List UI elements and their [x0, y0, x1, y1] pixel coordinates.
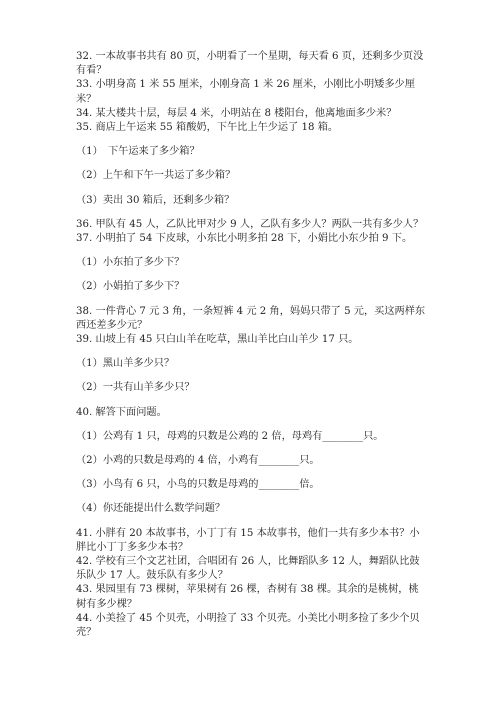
- problem-40: 40. 解答下面问题。: [76, 406, 167, 418]
- problem-35-part-1: （1） 下午运来了多少箱？: [76, 146, 200, 158]
- problem-39-part-2: （2）一共有山羊多少只？: [76, 382, 195, 394]
- problem-37-part-2: （2）小娟拍了多少下？: [76, 281, 185, 293]
- problem-35-part-2: （2）上午和下午一共运了多少箱？: [76, 170, 236, 182]
- problem-42: 42. 学校有三个文艺社团，合唱团有 26 人，比舞蹈队多 12 人，舞蹈队比鼓乐队少 17 人。鼓乐队有多少人？: [76, 556, 420, 582]
- problem-44: 44. 小美捡了 45 个贝壳，小明捡了 33 个贝壳。小美比小明多捡了多少个贝壳？: [76, 612, 420, 639]
- problem-40-part-3: （3）小鸟有 6 只，小鸟的只数是母鸡的________倍。: [76, 479, 320, 491]
- problem-32: 32. 一本故事书共有 80 页，小明看了一个星期，每天看 6 页，还剩多少页没有看？: [76, 51, 424, 77]
- problem-40-part-1: （1）公鸡有 1 只，母鸡的只数是公鸡的 2 倍，母鸡有________只。: [76, 430, 384, 442]
- problem-35: 35. 商店上午运来 55 箱酸奶，下午比上午少运了 18 箱。: [76, 122, 339, 134]
- problem-35-part-3: （3）卖出 30 箱后，还剩多少箱？: [76, 194, 235, 206]
- problem-38: 38. 一件背心 7 元 3 角，一条短裤 4 元 2 角，妈妈只带了 5 元，买这两样东西还差多少元？: [76, 305, 426, 331]
- problem-36: 36. 甲队有 45 人，乙队比甲对少 9 人，乙队有多少人？两队一共有多少人？: [76, 218, 424, 230]
- problem-37: 37. 小明拍了 54 下皮球，小东比小明多拍 28 下，小娟比小东少拍 9 下。: [76, 233, 413, 245]
- problem-40-part-2: （2）小鸡的只数是母鸡的 4 倍，小鸡有________只。: [76, 455, 320, 467]
- problem-39: 39. 山坡上有 45 只白山羊在吃草，黑山羊比白山羊少 17 只。: [76, 334, 359, 346]
- problem-43: 43. 果园里有 73 棵树，苹果树有 26 棵，杏树有 38 棵。其余的是桃树，桃树有多少棵？: [76, 584, 419, 610]
- problem-list: [76, 50, 426, 640]
- problem-39-part-1: （1）黑山羊多少只？: [76, 358, 175, 370]
- problem-33: 33. 小明身高 1 米 55 厘米，小刚身高 1 米 26 厘米，小刚比小明矮多少厘米？: [76, 79, 415, 105]
- problem-37-part-1: （1）小东拍了多少下？: [76, 257, 185, 269]
- problem-40-part-4: （4）你还能提出什么数学问题？: [76, 503, 226, 515]
- problem-41: 41. 小胖有 20 本故事书，小丁丁有 15 本故事书，他们一共有多少本书？小胖比小丁丁多多少本书？: [76, 527, 420, 553]
- problem-34: 34. 某大楼共十层，每层 4 米，小明站在 8 楼阳台，他离地面多少米？: [76, 107, 397, 119]
